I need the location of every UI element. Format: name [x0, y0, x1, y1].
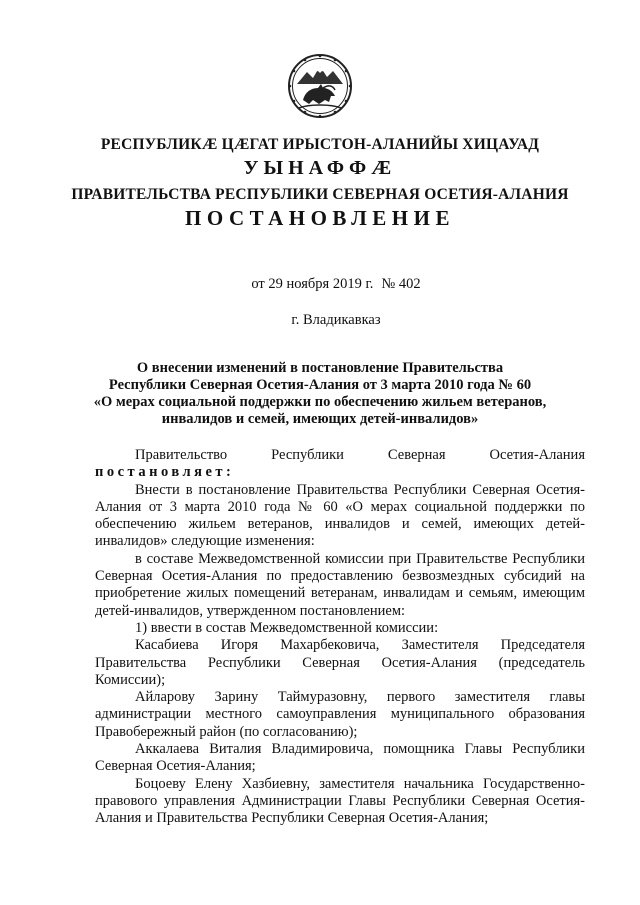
coat-of-arms-emblem [285, 50, 355, 122]
intro-resolves: постановляет: [95, 464, 235, 481]
body-paragraph: Внести в постановление Правительства Республики Северная Осетия-Алания от 3 марта 2010 года № 60 «О мерах социальной поддержки по обеспечению жильем ветеранов, инвалидов и семей, имеющих детей-инвалидов» следующие изменения: [95, 481, 585, 550]
title-line: «О мерах социальной поддержки по обеспечению жильем ветеранов, [93, 394, 547, 410]
document-city: г. Владикавказ [291, 312, 381, 328]
body-paragraph: Аккалаева Виталия Владимировича, помощника Главы Республики Северная Осетия-Алания; [95, 741, 585, 775]
document-date-line [0, 276, 640, 293]
body-paragraph: Боцоеву Елену Хазбиевну, заместителя начальника Государственно-правового управления Администрации Главы Республики Северная Осетия-Алания и Правительства Республики Северная Осетия-Алания; [95, 775, 585, 827]
body-paragraph: Касабиева Игоря Махарбековича, Заместителя Председателя Правительства Республики Северная Осетия-Алания (председатель Комиссии); [95, 637, 585, 688]
header-russian-decree: ПОСТАНОВЛЕНИЕ [185, 206, 455, 230]
intro-paragraph [95, 447, 585, 482]
title-line: инвалидов и семей, имеющих детей-инвалидов» [161, 411, 479, 427]
intro-text: Правительство Республики Северная Осетия-Алания [135, 447, 585, 463]
header-ossetian-government: РЕСПУБЛИКÆ ЦÆГАТ ИРЫСТОН-АЛАНИЙЫ ХИЦАУАД [100, 136, 540, 153]
body-paragraph: Айларову Зарину Таймуразовну, первого заместителя главы администрации местного самоуправления муниципального образования Правобережный район (по согласованию); [95, 689, 585, 740]
body-paragraph: в составе Межведомственной комиссии при Правительстве Республики Северная Осетия-Алания по предоставлению безвозмездных субсидий на приобретение жилых помещений ветеранам, инвалидам и семьям, имеющим детей-инвалидов, утвержденном постановлением: [95, 550, 585, 619]
body-paragraph: 1) ввести в состав Межведомственной комиссии: [135, 619, 439, 636]
title-line: О внесении изменений в постановление Правительства [136, 360, 504, 376]
document-body [95, 447, 585, 828]
document-number: № 402 [381, 276, 421, 292]
header-ossetian-decree: УЫНАФФÆ [243, 157, 397, 179]
document-title [80, 360, 560, 428]
document-date: от 29 ноября 2019 г. [251, 276, 374, 292]
header-russian-government: ПРАВИТЕЛЬСТВА РЕСПУБЛИКИ СЕВЕРНАЯ ОСЕТИЯ-АЛАНИЯ [71, 186, 569, 203]
title-line: Республики Северная Осетия-Алания от 3 марта 2010 года № 60 [108, 377, 532, 393]
